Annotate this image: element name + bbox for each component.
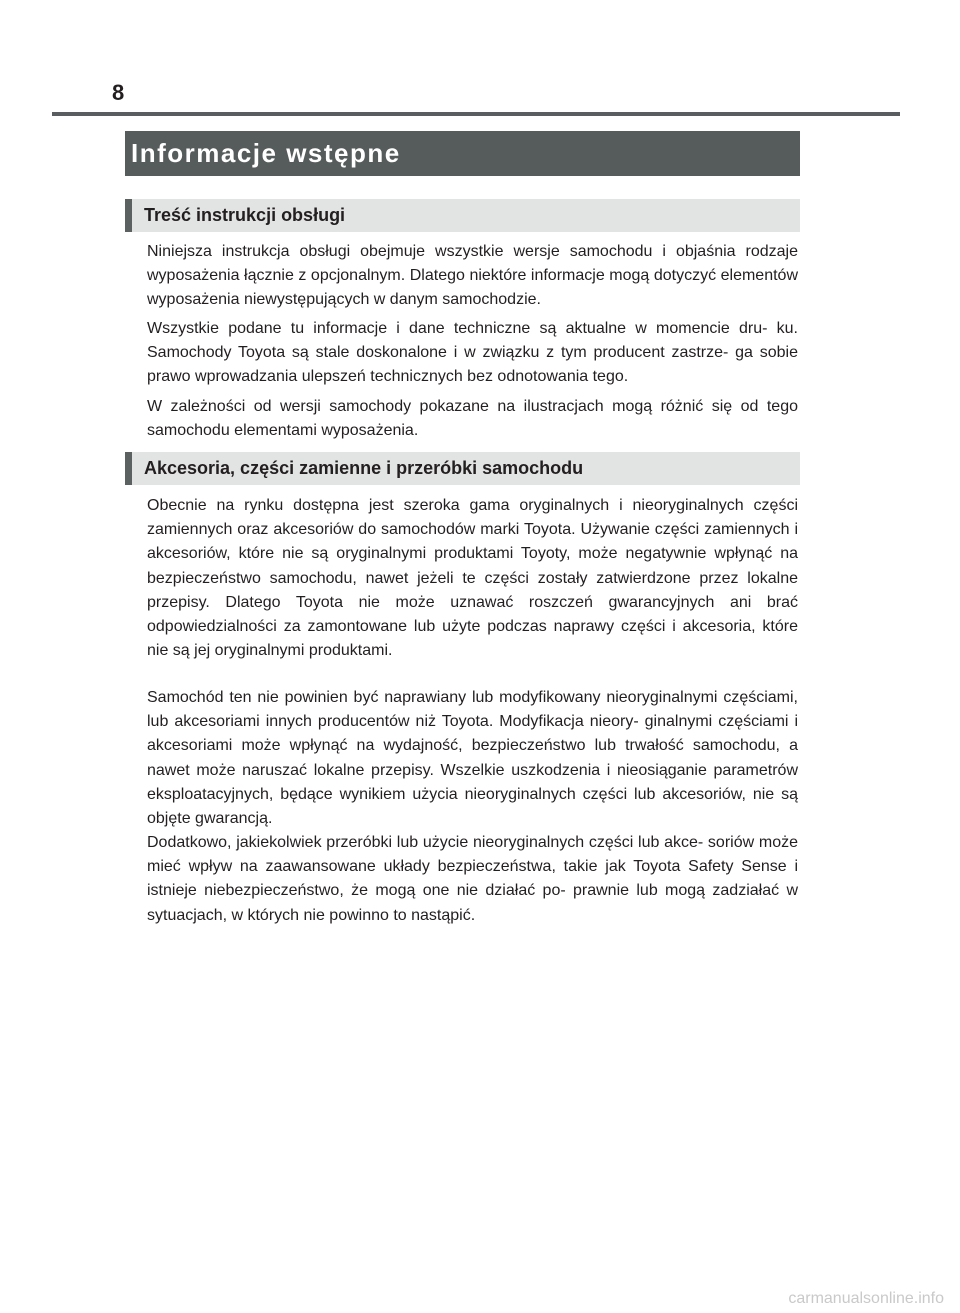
page-number: 8 <box>112 80 125 105</box>
section-title: Informacje wstępne <box>131 138 401 168</box>
paragraph: Wszystkie podane tu informacje i dane techniczne są aktualne w momencie dru- ku. Samochody Toyota są stale doskonalone i w związku z tym producent zastrze- ga sobie prawo wprowadzania ulepszeń technicznych bez odnotowania tego. <box>147 320 798 386</box>
paragraph: Niniejsza instrukcja obsługi obejmuje wszystkie wersje samochodu i objaśnia rodzaje wyposażenia łącznie z opcjonalnym. Dlatego niektóre informacje mogą dotyczyć elementów wyposażenia niewystępujących w danym samochodzie. <box>147 243 798 309</box>
subhead-title: Akcesoria, części zamienne i przeróbki samochodu <box>144 458 584 478</box>
paragraph: Dodatkowo, jakiekolwiek przeróbki lub użycie nieoryginalnych części lub akce- soriów może mieć wpływ na zaawansowane układy bezpieczeństwa, takie jak Toyota Safety Sense i istnieje niebezpieczeństwo, że mogą one nie działać po- prawnie lub mogą zadziałać w sytuacjach, w których nie powinno to nastąpić. <box>147 834 798 924</box>
paragraph: W zależności od wersji samochody pokazane na ilustracjach mogą różnić się od tego samochodu elementami wyposażenia. <box>147 398 798 440</box>
watermark: carmanualsonline.info <box>788 1290 944 1307</box>
section-banner <box>125 131 800 176</box>
header-rule <box>52 112 900 116</box>
subhead-akcesoria <box>125 452 800 485</box>
paragraph: Samochód ten nie powinien być naprawiany lub modyfikowany nieoryginalnymi częściami, lub akcesoriami innych producentów niż Toyota. Modyfikacja nieory- ginalnymi częściami i akcesoriami może wpłynąć na wydajność, bezpieczeństwo lub trwałość samochodu, a nawet może naruszać lokalne przepisy. Wszelkie uszkodzenia i nieosiąganie parametrów eksploatacyjnych, będące wynikiem użycia nieoryginalnych części lub akcesoriów, nie są objęte gwarancją. <box>147 689 798 828</box>
subhead-title: Treść instrukcji obsługi <box>144 205 346 225</box>
subhead-tresc-instrukcji <box>125 199 800 232</box>
paragraph: Obecnie na rynku dostępna jest szeroka gama oryginalnych i nieoryginalnych części zamiennych oraz akcesoriów do samochodów marki Toyota. Używanie części zamiennych i akcesoriów, które nie są oryginalnymi produktami Toyoty, może negatywnie wpłynąć na bezpieczeństwo samochodu, nawet jeżeli te części zostały zatwierdzone przez lokalne przepisy. Dlatego Toyota nie może uznawać roszczeń gwarancyjnych ani brać odpowiedzialności za zamontowane lub użyte podczas naprawy części i akcesoria, które nie są jej oryginalnymi produktami. <box>147 497 798 660</box>
